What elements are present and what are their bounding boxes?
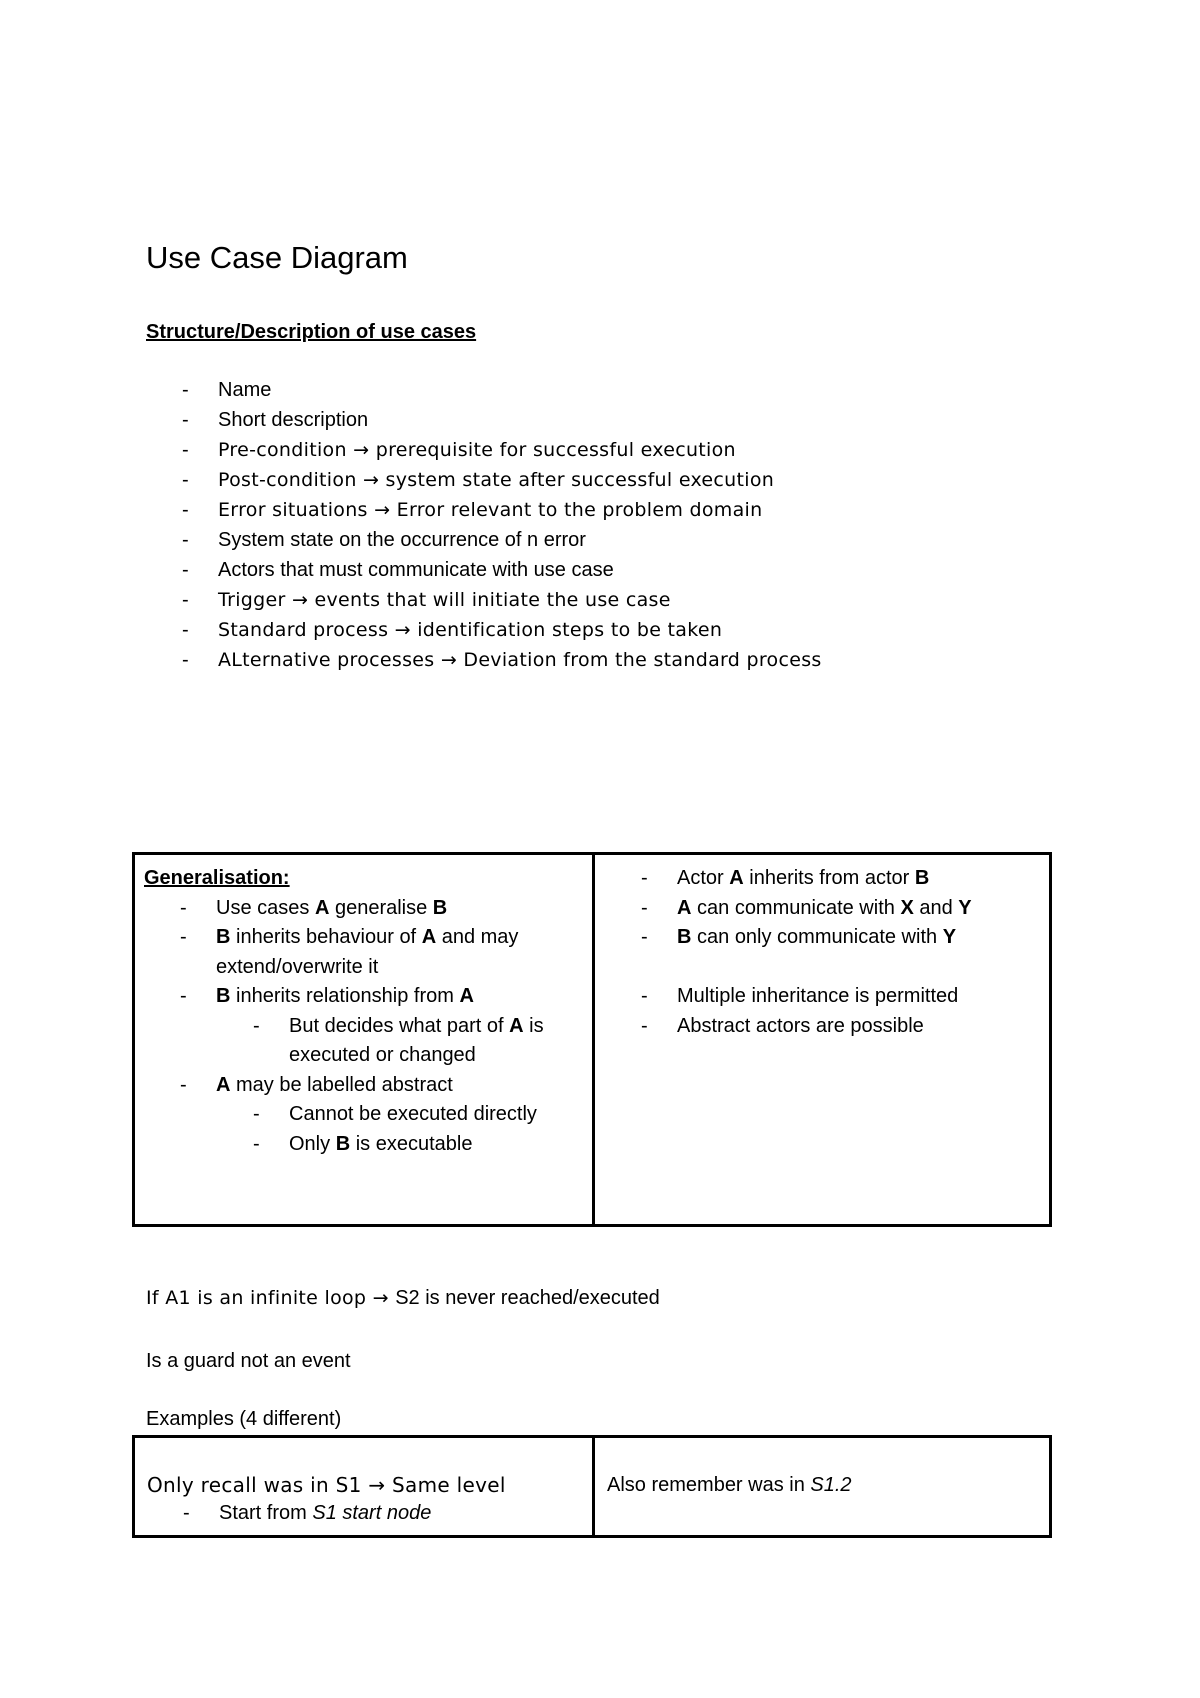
list-item-text: Standard process → identification steps to be taken (218, 619, 723, 641)
list-dash: - (182, 469, 189, 491)
text-run-bold: X (900, 896, 914, 919)
text-run-bold: A (509, 1014, 524, 1037)
text-run: and (913, 896, 959, 919)
text-run: can communicate with (691, 896, 901, 919)
text-run-bold: B (914, 867, 930, 889)
list-dash: - (180, 926, 187, 948)
text-run-bold: B (216, 985, 231, 1007)
list-item-text: System state on the occurrence of n error (218, 529, 586, 551)
example-same-level-text: Only recall was in S1 → Same level (147, 1473, 506, 1497)
guard-note: Is a guard not an event (146, 1350, 351, 1372)
example-remember-text (607, 1471, 1049, 1501)
list-item-text: Name (218, 379, 272, 401)
list-dash: - (641, 926, 648, 948)
list-dash: - (182, 409, 189, 431)
text-run: Also remember was in (607, 1474, 811, 1496)
text-run: can only communicate with (691, 926, 943, 948)
list-item (146, 615, 822, 645)
generalisation-use-case-list (144, 894, 592, 1160)
generalisation-title: Generalisation: (144, 867, 290, 889)
text-run-italic: S1.2 (810, 1474, 852, 1496)
list-item (144, 923, 592, 982)
text-run-bold: A (729, 867, 744, 889)
text-run-bold: A (421, 926, 437, 948)
generalisation-actor-list (595, 864, 1049, 1041)
example-same-level-list (147, 1501, 592, 1525)
list-item-text: Short description (218, 409, 369, 431)
sub-list-item (144, 1130, 592, 1160)
list-item (146, 435, 822, 465)
list-dash: - (182, 529, 189, 551)
list-item-text: Error situations → Error relevant to the problem domain (218, 499, 763, 521)
generalisation-use-cases-cell (135, 855, 592, 1224)
list-dash: - (182, 559, 189, 581)
text-run-bold: A (314, 896, 330, 919)
sub-list-item (144, 1012, 592, 1071)
text-run: is executed or changed (289, 1014, 544, 1066)
list-item (146, 645, 822, 675)
list-dash: - (641, 985, 648, 1007)
list-dash: - (182, 379, 189, 401)
list-item (146, 495, 822, 525)
examples-table (132, 1435, 1052, 1538)
list-dash: - (180, 1073, 187, 1096)
list-item-text: Pre-condition → prerequisite for successful execution (218, 439, 736, 461)
text-run: Cannot be executed directly (289, 1103, 537, 1125)
generalisation-actors-cell (592, 855, 1049, 1224)
text-run-bold: Y (942, 926, 957, 948)
list-item (595, 894, 1049, 924)
text-run-bold: A (459, 985, 474, 1007)
list-dash: - (182, 439, 189, 461)
list-item (146, 525, 822, 555)
list-dash: - (182, 499, 189, 521)
text-run: generalise (329, 896, 433, 919)
structure-list (146, 375, 822, 675)
text-run: is executable (350, 1132, 473, 1155)
list-item (146, 465, 822, 495)
text-run-bold: B (335, 1132, 351, 1155)
generalisation-table (132, 852, 1052, 1227)
examples-label: Examples (4 different) (146, 1408, 342, 1430)
text-run: Abstract actors are possible (677, 1014, 924, 1037)
list-item (147, 1501, 592, 1525)
list-dash: - (183, 1501, 190, 1524)
text-run-bold: A (677, 896, 692, 919)
list-item-text: Trigger → events that will initiate the use case (218, 589, 671, 611)
list-item (595, 1012, 1049, 1042)
text-run: and may extend/overwrite it (216, 926, 519, 978)
text-run-bold: A (216, 1073, 231, 1096)
text-run-bold: B (432, 896, 448, 919)
list-spacer (595, 953, 1049, 983)
page-title: Use Case Diagram (146, 240, 408, 275)
text-run-bold: B (677, 926, 692, 948)
text-run: inherits from actor (743, 867, 915, 889)
list-item-text: ALternative processes → Deviation from the standard process (218, 649, 822, 671)
text-run-bold: B (216, 926, 231, 948)
list-dash: - (182, 619, 189, 641)
list-item (595, 982, 1049, 1012)
list-item (595, 864, 1049, 894)
structure-heading: Structure/Description of use cases (146, 321, 477, 343)
list-dash: - (641, 896, 648, 919)
list-dash: - (641, 1014, 648, 1037)
list-item (146, 555, 822, 585)
text-run: But decides what part of (289, 1014, 510, 1037)
text-run: inherits behaviour of (230, 926, 422, 948)
list-item-text: Actors that must communicate with use case (218, 559, 614, 581)
list-dash: - (641, 867, 648, 889)
text-run: Start from (219, 1501, 313, 1524)
text-run-italic: S1 start node (312, 1501, 432, 1524)
text-run: Only (289, 1132, 336, 1155)
text-run: may be labelled abstract (230, 1073, 453, 1096)
list-item (146, 375, 822, 405)
list-item (146, 405, 822, 435)
list-item (146, 585, 822, 615)
list-dash: - (182, 649, 189, 671)
text-run: Actor (677, 867, 730, 889)
list-dash: - (253, 1014, 260, 1037)
example-same-level-cell (135, 1438, 592, 1535)
text-run: Use cases (216, 896, 315, 919)
list-dash: - (182, 589, 189, 611)
list-item-text: Post-condition → system state after successful execution (218, 469, 775, 491)
text-run: Multiple inheritance is permitted (677, 985, 959, 1007)
infinite-loop-note (146, 1287, 660, 1310)
text-run: inherits relationship from (230, 985, 460, 1007)
list-item (595, 923, 1049, 953)
text-run: If A1 is an infinite loop → (146, 1287, 396, 1309)
text-run: S2 is never reached/executed (395, 1287, 660, 1309)
sub-list-item (144, 1100, 592, 1130)
example-remember-cell (592, 1438, 1049, 1535)
list-dash: - (253, 1132, 260, 1155)
list-dash: - (253, 1103, 260, 1125)
list-dash: - (180, 985, 187, 1007)
list-item (144, 894, 592, 924)
text-run-bold: Y (958, 896, 972, 919)
list-dash: - (180, 896, 187, 919)
list-item (144, 982, 592, 1012)
list-item (144, 1071, 592, 1101)
